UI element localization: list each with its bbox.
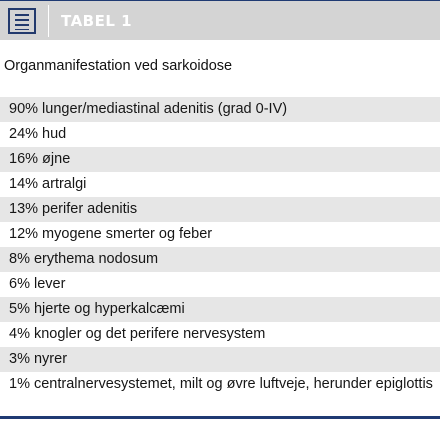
- table-row: 13% perifer adenitis: [0, 197, 440, 222]
- table-row: 3% nyrer: [0, 347, 440, 372]
- footer-rule: [0, 416, 440, 419]
- table-row: 16% øjne: [0, 147, 440, 172]
- table-label: TABEL 1: [61, 12, 133, 30]
- table-row: 14% artralgi: [9, 176, 87, 192]
- table-list-icon: [8, 8, 36, 34]
- table-title: Organmanifestation ved sarkoidose: [4, 58, 233, 74]
- table-row: 24% hud: [9, 126, 67, 142]
- table-row: 1% centralnervesystemet, milt og øvre luftveje, herunder epiglottis: [9, 376, 433, 392]
- table-rows: [0, 97, 440, 397]
- table-row: 8% erythema nodosum: [0, 247, 440, 272]
- table-row: 12% myogene smerter og feber: [9, 226, 213, 242]
- table-row: 4% knogler og det perifere nervesystem: [9, 326, 266, 342]
- table-row: 90% lunger/mediastinal adenitis (grad 0-IV): [0, 97, 440, 122]
- header-divider: [48, 5, 49, 37]
- table-row: 6% lever: [9, 276, 66, 292]
- table-header: [0, 0, 440, 40]
- table-row: 5% hjerte og hyperkalcæmi: [0, 297, 440, 322]
